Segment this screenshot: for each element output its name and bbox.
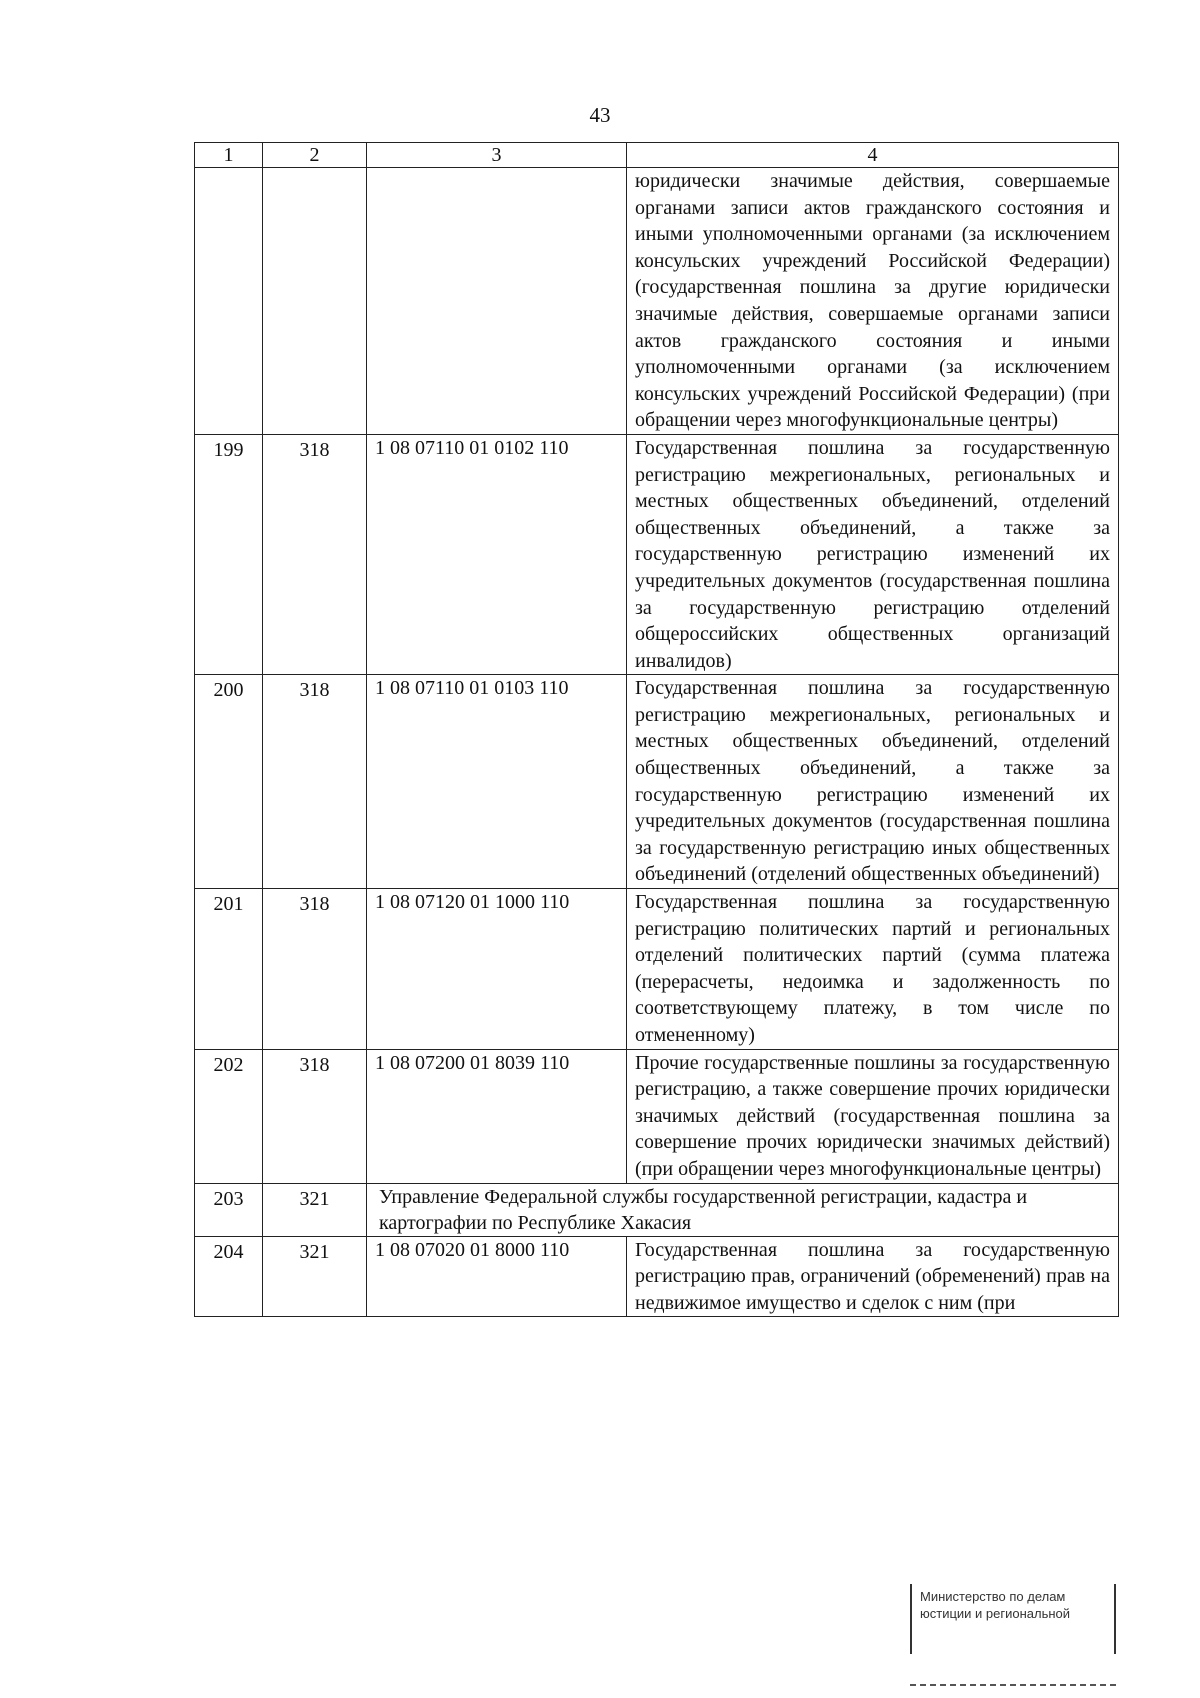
- admin-code: [263, 168, 367, 435]
- table-header-row: [195, 143, 1119, 168]
- admin-code: 318: [263, 889, 367, 1050]
- page-number: 43: [589, 103, 611, 127]
- row-number: 200: [195, 675, 263, 889]
- stamp-line-1: Министерство по делам: [920, 1589, 1066, 1604]
- header-col-1: 1: [195, 143, 263, 168]
- revenue-description: Государственная пошлина за государственную регистрацию прав, ограничений (обременений) прав на недвижимое имущество и сделок с ним (при: [627, 1236, 1119, 1317]
- table-row: [195, 889, 1119, 1050]
- table-row: [195, 675, 1119, 889]
- table-row: [195, 168, 1119, 435]
- administrator-name: Управление Федеральной службы государственной регистрации, кадастра и картографии по Республике Хакасия: [367, 1183, 1119, 1236]
- stamp-bottom-line: [910, 1684, 1116, 1686]
- table-row: [195, 434, 1119, 674]
- header-col-4: 4: [627, 143, 1119, 168]
- header-col-2: 2: [263, 143, 367, 168]
- ministry-stamp: [910, 1584, 1116, 1654]
- row-number: [195, 168, 263, 435]
- table-row: [195, 1183, 1119, 1236]
- revenue-table: [194, 142, 1119, 1317]
- row-number: 203: [195, 1183, 263, 1236]
- admin-code: 318: [263, 434, 367, 674]
- admin-code: 318: [263, 1049, 367, 1183]
- row-number: 202: [195, 1049, 263, 1183]
- row-number: 199: [195, 434, 263, 674]
- revenue-description: юридически значимые действия, совершаемые органами записи актов гражданского состояния и иными уполномоченными органами (за исключением консульских учреждений Российской Федерации) (государственная пошлина за другие юридически значимые действия, совершаемые органами записи актов гражданского состояния и иными уполномоченными органами (за исключением консульских учреждений Российской Федерации) (при обращении через многофункциональные центры): [627, 168, 1119, 435]
- table-row: [195, 1049, 1119, 1183]
- kbk-code: 1 08 07020 01 8000 110: [367, 1236, 627, 1317]
- kbk-code: [367, 168, 627, 435]
- admin-code: 321: [263, 1183, 367, 1236]
- revenue-description: Государственная пошлина за государственную регистрацию политических партий и региональных отделений политических партий (сумма платежа (перерасчеты, недоимка и задолженность по соответствующему платежу, в том числе по отмененному): [627, 889, 1119, 1050]
- revenue-description: Прочие государственные пошлины за государственную регистрацию, а также совершение прочих юридически значимых действий (государственная пошлина за совершение прочих юридически значимых действий) (при обращении через многофункциональные центры): [627, 1049, 1119, 1183]
- kbk-code: 1 08 07200 01 8039 110: [367, 1049, 627, 1183]
- row-number: 201: [195, 889, 263, 1050]
- row-number: 204: [195, 1236, 263, 1317]
- table-row: [195, 1236, 1119, 1317]
- kbk-code: 1 08 07120 01 1000 110: [367, 889, 627, 1050]
- stamp-line-2: юстиции и региональной: [920, 1606, 1071, 1621]
- revenue-description: Государственная пошлина за государственную регистрацию межрегиональных, региональных и местных общественных объединений, отделений общественных объединений, а также за государственную регистрацию изменений их учредительных документов (государственная пошлина за государственную регистрацию отделений общероссийских общественных организаций инвалидов): [627, 434, 1119, 674]
- header-col-3: 3: [367, 143, 627, 168]
- admin-code: 321: [263, 1236, 367, 1317]
- kbk-code: 1 08 07110 01 0103 110: [367, 675, 627, 889]
- kbk-code: 1 08 07110 01 0102 110: [367, 434, 627, 674]
- revenue-description: Государственная пошлина за государственную регистрацию межрегиональных, региональных и местных общественных объединений, отделений общественных объединений, а также за государственную регистрацию изменений их учредительных документов (государственная пошлина за государственную регистрацию иных общественных объединений (отделений общественных объединений): [627, 675, 1119, 889]
- admin-code: 318: [263, 675, 367, 889]
